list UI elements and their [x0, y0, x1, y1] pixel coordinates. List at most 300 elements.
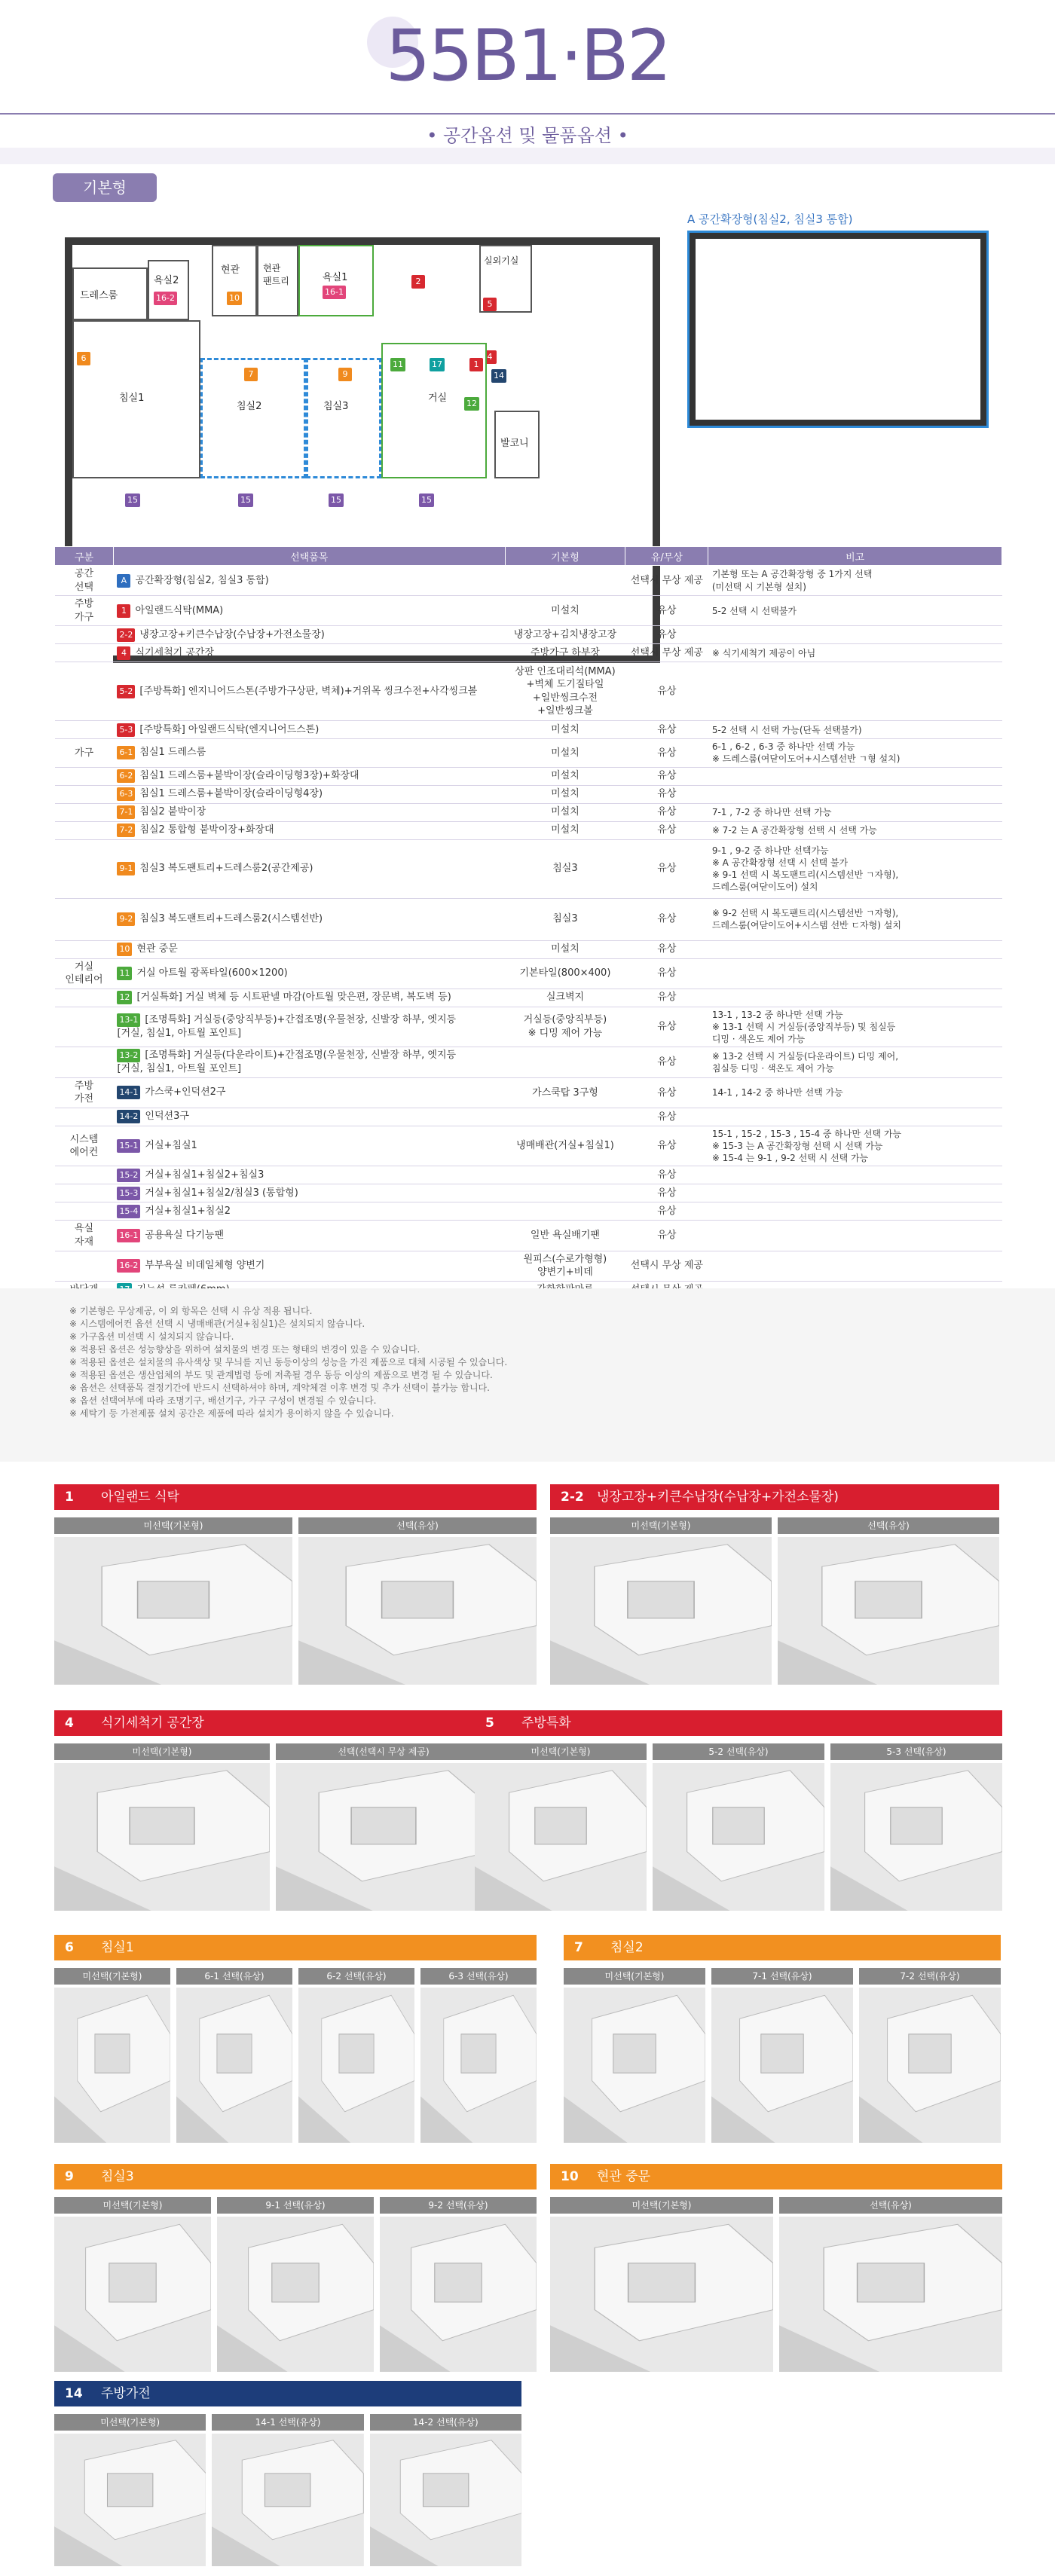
- row-category: 시스템 에어컨: [55, 1126, 114, 1166]
- row-item-cell: [113, 1077, 505, 1108]
- row-category: [55, 785, 114, 803]
- option-badge: 1: [469, 358, 483, 371]
- variant-caption: 6-3 선택(유상): [420, 1968, 537, 1985]
- row-item-cell: [113, 1126, 505, 1166]
- section-title: 주방특화: [521, 1716, 571, 1731]
- row-note: [708, 626, 1002, 644]
- section-title-bar: [54, 1710, 491, 1736]
- row-pay: 유상: [625, 1184, 708, 1202]
- option-code-badge: 11: [117, 967, 132, 980]
- row-category: 가구: [55, 739, 114, 767]
- option-section: [564, 1935, 1001, 2146]
- option-badge: 12: [464, 397, 479, 411]
- table-row: [55, 1077, 1002, 1108]
- section-title-bar: [54, 2381, 521, 2406]
- section-number: 10: [561, 2169, 579, 2184]
- row-note: [708, 1184, 1002, 1202]
- option-code-badge: 6-2: [117, 769, 135, 783]
- row-category: [55, 940, 114, 958]
- room-label: 욕실1: [323, 272, 348, 283]
- table-row: [55, 940, 1002, 958]
- option-item: 침실2 붙박이장: [139, 806, 206, 818]
- row-note: [708, 958, 1002, 989]
- row-base: [505, 1166, 625, 1184]
- row-note: ※ 13-2 선택 시 거실등(다운라이트) 디밍 제어, 침실등 디밍 · 색온도 제어 가능: [708, 1047, 1002, 1078]
- option-item: 거실+침실1: [145, 1140, 197, 1152]
- variant-image: [859, 1988, 1001, 2143]
- row-category: [55, 821, 114, 839]
- row-base: 기본타일(800×400): [505, 958, 625, 989]
- section-number: 4: [65, 1716, 74, 1731]
- option-badge: 6: [77, 352, 90, 365]
- row-pay: 유상: [625, 721, 708, 739]
- option-item: 침실2 통합형 붙박이장+화장대: [139, 824, 274, 836]
- row-note: [708, 989, 1002, 1007]
- row-base: 원피스(수로가형형) 양변기+비데: [505, 1251, 625, 1281]
- variant-image: [298, 1537, 537, 1685]
- option-item: 침실1 드레스룸+붙박이장(슬라이딩형4장): [139, 788, 323, 800]
- option-code-badge: 15-2: [117, 1169, 140, 1182]
- note-line: ※ 적용된 옵션은 설치물의 유사색상 및 무늬를 지닌 동등이상의 성능을 가진 제품으로 대체 시공될 수 있습니다.: [69, 1357, 508, 1367]
- row-item-cell: [113, 1108, 505, 1126]
- row-note: 13-1 , 13-2 중 하나만 선택 가능 ※ 13-1 선택 시 거실등(중앙직부등) 및 침실등 디밍 · 색온도 제어 가능: [708, 1007, 1002, 1047]
- option-table: [54, 546, 1002, 1300]
- table-header: 기본형: [505, 547, 625, 566]
- table-row: [55, 767, 1002, 785]
- table-row: [55, 1184, 1002, 1202]
- table-row: [55, 803, 1002, 821]
- option-code-badge: 4: [117, 646, 130, 660]
- row-pay: 유상: [625, 662, 708, 721]
- row-pay: 유상: [625, 803, 708, 821]
- section-title-bar: [54, 1935, 537, 1960]
- variant-caption: 7-1 선택(유상): [711, 1968, 853, 1985]
- row-category: [55, 662, 114, 721]
- row-item-cell: [113, 721, 505, 739]
- section-title-bar: [550, 2164, 1002, 2189]
- row-category: [55, 1251, 114, 1281]
- option-item: 공용욕실 다기능팬: [145, 1229, 225, 1241]
- section-number: 5: [485, 1716, 494, 1731]
- room-bed3: [306, 358, 381, 478]
- table-row: [55, 1202, 1002, 1221]
- row-pay: 유상: [625, 739, 708, 767]
- section-number: 7: [574, 1940, 583, 1955]
- variant-image: [212, 2434, 363, 2566]
- row-category: 공간 선택: [55, 566, 114, 596]
- row-base: [505, 1202, 625, 1221]
- note-line: ※ 세탁기 등 가전제품 설치 공간은 제품에 따라 설치가 용이하지 않을 수 있습니다.: [69, 1408, 394, 1419]
- option-item: 공간확장형(침실2, 침실3 통합): [135, 574, 269, 586]
- row-item-cell: [113, 958, 505, 989]
- option-item: 현관 중문: [136, 943, 178, 955]
- section-title: 침실3: [101, 2169, 134, 2184]
- option-section: [550, 2164, 1002, 2375]
- row-note: [708, 1108, 1002, 1126]
- row-item-cell: [113, 898, 505, 940]
- variant-caption: 7-2 선택(유상): [859, 1968, 1001, 1985]
- row-base: [505, 566, 625, 596]
- note-line: ※ 적용된 옵션은 성능향상을 위하여 설치물의 변경 또는 형태의 변경이 있을 수 있습니다.: [69, 1344, 420, 1355]
- option-code-badge: 12: [117, 991, 132, 1004]
- option-item: [조명특화] 거실등(다운라이트)+간접조명(우물천장, 신발장 하부, 엣지등 [거실, 침실1, 아트월 포인트]: [117, 1050, 457, 1075]
- row-item-cell: [113, 1166, 505, 1184]
- option-code-badge: 15-4: [117, 1205, 140, 1218]
- plan-type-tag: 기본형: [53, 173, 157, 202]
- header-divider: [0, 113, 1055, 115]
- section-title: 아일랜드 식탁: [101, 1490, 179, 1505]
- row-note: [708, 1221, 1002, 1251]
- option-code-badge: 2-2: [117, 628, 135, 642]
- table-header: 구분: [55, 547, 114, 566]
- option-code-badge: 14-1: [117, 1086, 140, 1099]
- option-badge: 16-2: [154, 292, 177, 305]
- variant-caption: 미선택(기본형): [54, 2414, 206, 2431]
- row-pay: 유상: [625, 839, 708, 898]
- row-category: [55, 803, 114, 821]
- room-label: 실외기실: [484, 255, 519, 266]
- table-row: [55, 596, 1002, 626]
- room-pantry: [257, 245, 298, 316]
- option-a-plan: [687, 211, 989, 437]
- row-pay: 유상: [625, 1126, 708, 1166]
- variant-caption: 9-1 선택(유상): [217, 2197, 374, 2214]
- section-title-bar: [564, 1935, 1001, 1960]
- row-base: 가스쿡탑 3구형: [505, 1077, 625, 1108]
- row-note: 7-1 , 7-2 중 하나만 선택 가능: [708, 803, 1002, 821]
- row-item-cell: [113, 1202, 505, 1221]
- option-a-title: A 공간확장형(침실2, 침실3 통합): [687, 212, 853, 226]
- option-badge: 7: [244, 368, 258, 381]
- section-title: 식기세척기 공간장: [101, 1716, 204, 1731]
- option-item: 침실1 드레스룸: [139, 747, 206, 759]
- option-code-badge: 10: [117, 943, 132, 956]
- variant-caption: 14-1 선택(유상): [212, 2414, 363, 2431]
- section-number: 9: [65, 2169, 74, 2184]
- option-item: 거실+침실1+침실2+침실3: [145, 1169, 265, 1181]
- row-base: 침실3: [505, 898, 625, 940]
- section-title: 주방가전: [101, 2386, 151, 2401]
- option-badge: 4: [483, 350, 497, 364]
- section-number: 6: [65, 1940, 74, 1955]
- table-row: [55, 1221, 1002, 1251]
- header-band: [0, 148, 1055, 164]
- row-note: 5-2 선택 시 선택 가능(단독 선택불가): [708, 721, 1002, 739]
- row-base: 미설치: [505, 767, 625, 785]
- row-base: 실크벽지: [505, 989, 625, 1007]
- option-code-badge: 9-1: [117, 862, 135, 875]
- row-note: [708, 1251, 1002, 1281]
- table-row: [55, 839, 1002, 898]
- row-pay: 유상: [625, 958, 708, 989]
- row-item-cell: [113, 821, 505, 839]
- row-item-cell: [113, 596, 505, 626]
- room-dress: [72, 267, 148, 320]
- row-pay: 유상: [625, 1077, 708, 1108]
- row-pay: 유상: [625, 1202, 708, 1221]
- variant-caption: 5-3 선택(유상): [830, 1743, 1002, 1760]
- row-item-cell: [113, 1007, 505, 1047]
- row-base: 미설치: [505, 785, 625, 803]
- option-badge: 11: [390, 358, 405, 371]
- option-badge: 15: [238, 494, 253, 507]
- section-title-bar: [54, 2164, 537, 2189]
- table-row: [55, 739, 1002, 767]
- row-note: ※ 7-2 는 A 공간확장형 선택 시 선택 가능: [708, 821, 1002, 839]
- room-label: 거실: [428, 393, 448, 404]
- row-category: 거실 인테리어: [55, 958, 114, 989]
- table-row: [55, 1007, 1002, 1047]
- row-category: [55, 1007, 114, 1047]
- option-code-badge: 9-2: [117, 912, 135, 926]
- row-item-cell: [113, 739, 505, 767]
- option-section: [54, 1935, 537, 2146]
- row-pay: 유상: [625, 1166, 708, 1184]
- row-category: [55, 644, 114, 662]
- variant-image: [276, 1763, 491, 1911]
- room-label: 드레스룸: [80, 290, 118, 301]
- variant-caption: 선택(선택시 무상 제공): [276, 1743, 491, 1760]
- note-line: ※ 적용된 옵션은 생산업체의 부도 및 관계법령 등에 저촉될 경우 동등 이상의 제품으로 변경 될 수 있습니다.: [69, 1370, 493, 1380]
- row-item-cell: [113, 940, 505, 958]
- row-pay: 유상: [625, 940, 708, 958]
- row-category: [55, 1166, 114, 1184]
- table-row: [55, 566, 1002, 596]
- option-section: [550, 1484, 999, 1688]
- room-bed1: [72, 320, 200, 478]
- option-badge: 9: [338, 368, 352, 381]
- row-category: 주방 가구: [55, 596, 114, 626]
- option-code-badge: 7-1: [117, 805, 135, 819]
- option-item: 침실3 복도팬트리+드레스룸2(공간제공): [139, 863, 313, 875]
- option-section: [475, 1710, 1002, 1914]
- floor-plan-section: [0, 164, 1055, 541]
- option-section: [54, 2381, 521, 2569]
- row-item-cell: [113, 839, 505, 898]
- table-row: [55, 989, 1002, 1007]
- row-base: [505, 1047, 625, 1078]
- variant-image: [176, 1988, 292, 2143]
- option-code-badge: 6-3: [117, 787, 135, 801]
- row-note: [708, 940, 1002, 958]
- row-note: 14-1 , 14-2 중 하나만 선택 가능: [708, 1077, 1002, 1108]
- row-base: 미설치: [505, 721, 625, 739]
- option-code-badge: 15-1: [117, 1139, 140, 1153]
- option-item: 침실1 드레스룸+붙박이장(슬라이딩형3장)+화장대: [139, 770, 359, 782]
- row-pay: 유상: [625, 1108, 708, 1126]
- row-note: 기본형 또는 A 공간확장형 중 1가지 선택 (미선택 시 기본형 설치): [708, 566, 1002, 596]
- variant-image: [54, 1763, 270, 1911]
- row-pay: 유상: [625, 1047, 708, 1078]
- variant-caption: 5-2 선택(유상): [653, 1743, 824, 1760]
- option-item: [조명특화] 거실등(중앙직부등)+간접조명(우물천장, 신발장 하부, 엣지등 [거실, 침실1, 아트월 포인트]: [117, 1014, 457, 1040]
- variant-image: [298, 1988, 414, 2143]
- variant-image: [778, 1537, 999, 1685]
- option-item: [거실특화] 거실 벽체 등 시트판넬 마감(아트월 맞은편, 장문벽, 복도벽 등): [136, 992, 451, 1004]
- variant-image: [779, 2217, 1002, 2372]
- table-header: 선택품목: [113, 547, 505, 566]
- option-badge: 15: [125, 494, 140, 507]
- option-code-badge: 14-2: [117, 1110, 140, 1123]
- variant-image: [217, 2217, 374, 2372]
- row-item-cell: [113, 803, 505, 821]
- variant-caption: 선택(유상): [778, 1517, 999, 1534]
- row-base: 냉장고장+김치냉장고장: [505, 626, 625, 644]
- row-item-cell: [113, 1047, 505, 1078]
- row-base: 일반 욕실배기팬: [505, 1221, 625, 1251]
- row-note: 6-1 , 6-2 , 6-3 중 하나만 선택 가능 ※ 드레스룸(여닫이도어+시스템선반 ㄱ형 설치): [708, 739, 1002, 767]
- variant-caption: 14-2 선택(유상): [370, 2414, 521, 2431]
- room-balcony: [494, 411, 540, 478]
- variant-image: [54, 2434, 206, 2566]
- option-item: [주방특화] 아일랜드식탁(엔지니어드스톤): [139, 723, 320, 735]
- table-row: [55, 662, 1002, 721]
- row-item-cell: [113, 989, 505, 1007]
- notes-box: [0, 1288, 1055, 1462]
- variant-caption: 선택(유상): [298, 1517, 537, 1534]
- option-code-badge: 13-2: [117, 1049, 140, 1062]
- row-item-cell: [113, 662, 505, 721]
- row-base: [505, 1184, 625, 1202]
- option-item: 침실3 복도팬트리+드레스룸2(시스템선반): [139, 913, 323, 925]
- row-note: [708, 662, 1002, 721]
- option-item: 인덕션3구: [145, 1111, 189, 1123]
- option-item: [주방특화] 엔지니어드스톤(주방가구상판, 벽체)+거위목 씽크수전+사각씽크볼: [139, 685, 478, 697]
- option-a-room: [687, 231, 989, 428]
- row-base: 미설치: [505, 803, 625, 821]
- row-category: [55, 1047, 114, 1078]
- room-label: 현관: [221, 264, 240, 276]
- table-row: [55, 626, 1002, 644]
- row-note: 15-1 , 15-2 , 15-3 , 15-4 중 하나만 선택 가능 ※ 15-3 는 A 공간확장형 선택 시 선택 가능 ※ 15-4 는 9-1 , 9-2 선택 시 선택 가능: [708, 1126, 1002, 1166]
- variant-image: [550, 1537, 772, 1685]
- section-number: 2-2: [561, 1490, 584, 1505]
- row-pay: 유상: [625, 596, 708, 626]
- row-item-cell: [113, 566, 505, 596]
- table-row: [55, 1047, 1002, 1078]
- option-item: 거실+침실1+침실2/침실3 (통합형): [145, 1187, 298, 1199]
- variant-image: [550, 2217, 773, 2372]
- room-label: 침실3: [323, 401, 349, 412]
- room-entry: [212, 245, 257, 316]
- row-item-cell: [113, 626, 505, 644]
- option-badge: 15: [419, 494, 434, 507]
- table-row: [55, 821, 1002, 839]
- room-label: 침실2: [237, 401, 262, 412]
- row-item-cell: [113, 785, 505, 803]
- variant-image: [54, 1988, 170, 2143]
- row-item-cell: [113, 1184, 505, 1202]
- row-base: 냉매배관(거실+침실1): [505, 1126, 625, 1166]
- table-row: [55, 958, 1002, 989]
- variant-image: [54, 1537, 292, 1685]
- row-pay: 선택시 무상 제공: [625, 1251, 708, 1281]
- table-row: [55, 785, 1002, 803]
- row-note: [708, 785, 1002, 803]
- option-badge: 14: [491, 369, 506, 383]
- row-base: [505, 1108, 625, 1126]
- option-item: 거실+침실1+침실2: [145, 1205, 231, 1217]
- row-base: 미설치: [505, 739, 625, 767]
- row-note: 9-1 , 9-2 중 하나만 선택가능 ※ A 공간확장형 선택 시 선택 불가 ※ 9-1 선택 시 복도팬트리(시스템선반 ㄱ자형), 드레스룸(여닫이도어) 설치: [708, 839, 1002, 898]
- variant-image: [54, 2217, 211, 2372]
- row-note: 5-2 선택 시 선택불가: [708, 596, 1002, 626]
- row-base: 거실등(중앙직부등) ※ 디밍 제어 가능: [505, 1007, 625, 1047]
- row-category: 주방 가전: [55, 1077, 114, 1108]
- note-line: ※ 기본형은 무상제공, 이 외 항목은 선택 시 유상 적용 됩니다.: [69, 1306, 313, 1316]
- option-item: 식기세척기 공간장: [135, 646, 215, 659]
- variant-caption: 미선택(기본형): [550, 2197, 773, 2214]
- option-item: 냉장고장+키큰수납장(수납장+가전소물장): [139, 628, 325, 640]
- variant-image: [653, 1763, 824, 1911]
- row-base: 미설치: [505, 596, 625, 626]
- row-category: [55, 1108, 114, 1126]
- option-item: 가스쿡+인덕션2구: [145, 1086, 226, 1099]
- option-code-badge: 13-1: [117, 1013, 140, 1027]
- section-number: 14: [65, 2386, 83, 2401]
- option-badge: 10: [227, 292, 242, 305]
- section-title-bar: [550, 1484, 999, 1510]
- row-pay: 유상: [625, 767, 708, 785]
- table-row: [55, 1166, 1002, 1184]
- row-note: ※ 9-2 선택 시 복도팬트리(시스템선반 ㄱ자형), 드레스룸(여닫이도어+시스템 선반 ㄷ자형) 설치: [708, 898, 1002, 940]
- row-category: [55, 898, 114, 940]
- row-category: [55, 626, 114, 644]
- variant-caption: 선택(유상): [779, 2197, 1002, 2214]
- row-pay: 유상: [625, 785, 708, 803]
- variant-image: [830, 1763, 1002, 1911]
- page-header: [0, 0, 1055, 162]
- page-subtitle: • 공간옵션 및 물품옵션 •: [427, 125, 628, 146]
- variant-caption: 미선택(기본형): [564, 1968, 705, 1985]
- option-badge: 17: [430, 358, 445, 371]
- table-row: [55, 644, 1002, 662]
- table-row: [55, 721, 1002, 739]
- variant-image: [564, 1988, 705, 2143]
- room-bath2: [148, 260, 189, 320]
- room-label: 현관 팬트리: [263, 263, 289, 286]
- row-base: 미설치: [505, 821, 625, 839]
- option-code-badge: 15-3: [117, 1187, 140, 1200]
- room-label: 욕실2: [154, 275, 179, 286]
- option-item: 아일랜드식탁(MMA): [135, 604, 224, 616]
- note-line: ※ 가구옵션 미선택 시 설치되지 않습니다.: [69, 1331, 234, 1342]
- row-pay: 선택시 무상 제공: [625, 566, 708, 596]
- row-pay: 유상: [625, 1221, 708, 1251]
- option-code-badge: 16-2: [117, 1259, 140, 1273]
- row-category: [55, 1184, 114, 1202]
- option-code-badge: 5-3: [117, 723, 135, 737]
- note-line: ※ 옵션은 선택품목 결정기간에 반드시 선택하셔야 하며, 계약체결 이후 변경 및 추가 선택이 불가능 합니다.: [69, 1383, 490, 1393]
- row-pay: 유상: [625, 898, 708, 940]
- table-header: 비고: [708, 547, 1002, 566]
- variant-caption: 미선택(기본형): [54, 1968, 170, 1985]
- section-title-bar: [475, 1710, 1002, 1736]
- room-bed2: [200, 358, 306, 478]
- row-pay: 유상: [625, 989, 708, 1007]
- option-code-badge: 6-1: [117, 746, 135, 759]
- row-pay: 선택시 무상 제공: [625, 644, 708, 662]
- option-code-badge: 16-1: [117, 1229, 140, 1242]
- section-title-bar: [54, 1484, 537, 1510]
- row-note: [708, 1202, 1002, 1221]
- row-pay: 유상: [625, 821, 708, 839]
- row-base: 상판 인조대리석(MMA) +벽체 도기질타일 +일반씽크수전 +일반씽크볼: [505, 662, 625, 721]
- row-category: 욕실 자재: [55, 1221, 114, 1251]
- option-badge: 2: [411, 275, 425, 289]
- option-code-badge: 5-2: [117, 685, 135, 698]
- option-badge: 16-1: [323, 286, 346, 299]
